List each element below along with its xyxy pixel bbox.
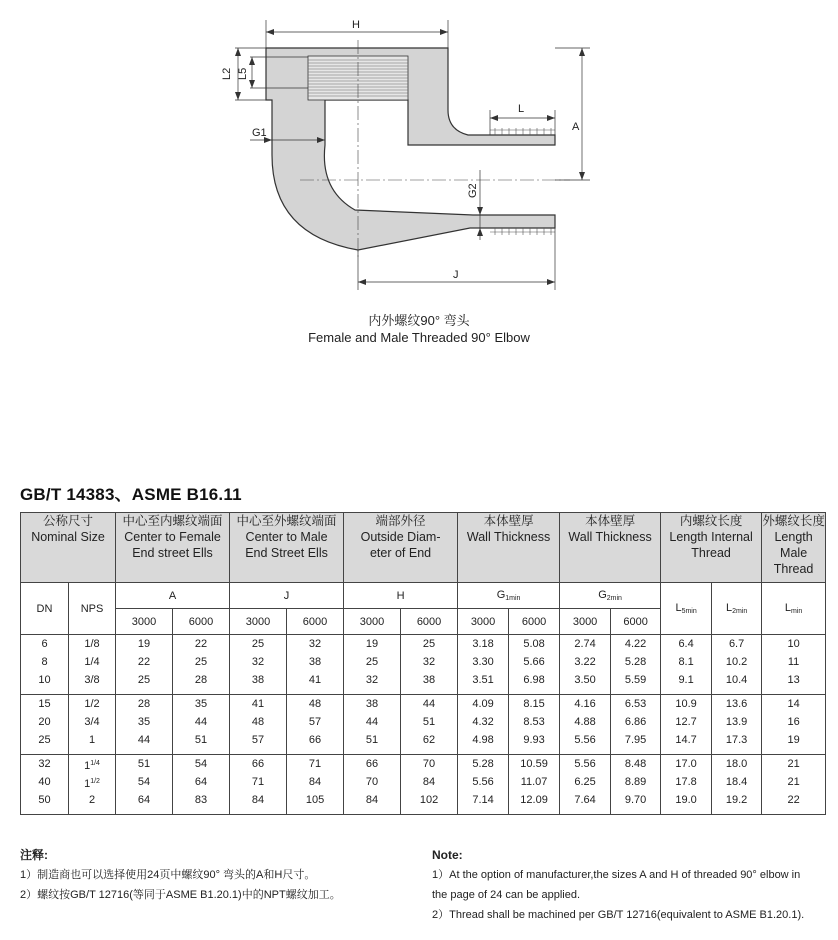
cell-value: 50 [38, 794, 51, 806]
cell-value: 6.86 [624, 716, 647, 728]
header-class-3000: 3000 [458, 609, 509, 635]
cell-value: 66 [308, 734, 322, 746]
cell-value: 9.93 [523, 734, 545, 746]
cell-h3000 [344, 635, 401, 695]
table-row-group [21, 755, 826, 815]
cell-dn [21, 695, 69, 755]
cell-g1-3000 [458, 635, 509, 695]
cell-value: 1/4 [84, 656, 100, 668]
cell-value: 62 [422, 734, 436, 746]
cell-j6000 [287, 755, 344, 815]
header-class-6000: 6000 [287, 609, 344, 635]
cell-value: 10.9 [675, 698, 697, 710]
notes-chinese [20, 845, 420, 905]
cell-value: 8.48 [624, 758, 647, 770]
cell-g2-6000 [611, 755, 661, 815]
cell-a6000 [173, 695, 230, 755]
cell-value: 5.56 [574, 758, 596, 770]
cell-value: 10 [787, 638, 800, 650]
cell-value: 6 [41, 638, 48, 650]
cell-g1-6000 [509, 755, 560, 815]
header-dn: DN [21, 583, 69, 635]
notes-en-title: Note: [432, 848, 463, 862]
cell-value: 48 [308, 698, 322, 710]
cell-l5 [661, 635, 712, 695]
cell-value: 22 [787, 794, 800, 806]
cell-h6000 [401, 635, 458, 695]
header-nps: NPS [69, 583, 116, 635]
header-internal-thread-length: 内螺纹长度 Length Internal Thread [661, 513, 762, 583]
cell-g2-3000 [560, 695, 611, 755]
note-cn-2: 2）螺纹按GB/T 12716(等同于ASME B1.20.1)中的NPT螺纹加工。 [20, 889, 341, 901]
cell-l2 [712, 635, 762, 695]
note-en-1a: 1）At the option of manufacturer,the sizes A and H of threaded 90° elbow in [432, 869, 801, 881]
dim-J-label: J [453, 269, 459, 281]
cell-value: 17.3 [725, 734, 748, 746]
header-class-3000: 3000 [230, 609, 287, 635]
cell-value: 32 [365, 674, 379, 686]
cell-value: 17.0 [675, 758, 697, 770]
cell-j6000 [287, 695, 344, 755]
cell-value: 3/4 [84, 716, 100, 728]
cell-value: 22 [137, 656, 151, 668]
cell-value: 7.95 [624, 734, 647, 746]
note-cn-1: 1）制造商也可以选择使用24页中螺纹90° 弯头的A和H尺寸。 [20, 869, 316, 881]
cell-value: 16 [787, 716, 800, 728]
cell-value: 4.09 [472, 698, 494, 710]
cell-value: 84 [365, 794, 379, 806]
cell-value: 12.7 [675, 716, 697, 728]
cell-value: 4.88 [574, 716, 596, 728]
figure-caption-cn: 内外螺纹90° 弯头 [368, 313, 470, 328]
cell-nps [69, 635, 116, 695]
cell-value: 15 [38, 698, 51, 710]
cell-value: 40 [38, 776, 51, 788]
cell-j3000 [230, 755, 287, 815]
cell-value: 44 [137, 734, 151, 746]
cell-value: 28 [194, 674, 208, 686]
cell-g2-6000 [611, 635, 661, 695]
notes-cn-title: 注释: [20, 848, 48, 862]
cell-value: 13.9 [725, 716, 748, 728]
cell-value: 17.8 [675, 776, 697, 788]
cell-value: 32 [251, 656, 265, 668]
cell-h6000 [401, 695, 458, 755]
dim-A-label: A [572, 121, 580, 133]
cell-value: 84 [422, 776, 436, 788]
cell-value: 32 [38, 758, 51, 770]
cell-value: 5.28 [472, 758, 494, 770]
cell-value: 2.74 [574, 638, 596, 650]
cell-nps [69, 695, 116, 755]
cell-value: 10.4 [725, 674, 748, 686]
cell-h3000 [344, 755, 401, 815]
cell-value: 32 [308, 638, 322, 650]
cell-value: 51 [365, 734, 379, 746]
cell-value: 11 [787, 656, 800, 668]
cell-dn [21, 755, 69, 815]
cell-value: 71 [251, 776, 265, 788]
header-sym-H: H [344, 583, 458, 609]
cell-value: 6.4 [678, 638, 694, 650]
header-outside-diameter: 端部外径 Outside Diam- eter of End [344, 513, 458, 583]
header-sym-J: J [230, 583, 344, 609]
cell-value: 5.56 [472, 776, 494, 788]
cell-g2-3000 [560, 755, 611, 815]
cell-value: 41 [308, 674, 322, 686]
cell-a6000 [173, 755, 230, 815]
elbow-drawing [210, 10, 610, 300]
cell-value: 3.30 [472, 656, 494, 668]
table-row-group [21, 695, 826, 755]
cell-value: 32 [422, 656, 436, 668]
cell-value: 25 [365, 656, 379, 668]
cell-a6000 [173, 635, 230, 695]
cell-l2 [712, 695, 762, 755]
cell-value: 10 [38, 674, 51, 686]
standard-title: GB/T 14383、ASME B16.11 [20, 485, 242, 504]
cell-value: 44 [194, 716, 208, 728]
cell-value: 12.09 [520, 794, 548, 806]
cell-value: 5.66 [523, 656, 545, 668]
cell-value: 25 [422, 638, 436, 650]
cell-value: 41 [251, 698, 265, 710]
cell-h3000 [344, 695, 401, 755]
cell-value: 18.4 [725, 776, 748, 788]
cell-value: 48 [251, 716, 265, 728]
cell-value: 21 [787, 776, 800, 788]
cell-value: 19 [137, 638, 151, 650]
cell-value: 44 [365, 716, 379, 728]
note-en-2: 2）Thread shall be machined per GB/T 12716(equivalent to ASME B1.20.1). [432, 909, 805, 921]
cell-value: 25 [194, 656, 208, 668]
cell-value: 44 [422, 698, 436, 710]
cell-value: 8.1 [678, 656, 694, 668]
cell-value: 57 [308, 716, 322, 728]
dim-L2-label: L2 [221, 67, 233, 80]
cell-value: 57 [251, 734, 265, 746]
cell-value: 3.22 [574, 656, 596, 668]
cell-a3000 [116, 695, 173, 755]
header-class-6000: 6000 [401, 609, 458, 635]
table-row-group [21, 635, 826, 695]
cell-a3000 [116, 635, 173, 695]
cell-value: 66 [365, 758, 379, 770]
cell-value: 13 [787, 674, 800, 686]
dim-L-label: L [518, 103, 525, 115]
header-wall-thickness-2: 本体壁厚 Wall Thickness [560, 513, 661, 583]
dim-H-label: H [352, 19, 360, 31]
cell-value: $1^{1/4}$ [84, 760, 100, 772]
cell-value: 84 [251, 794, 265, 806]
header-wall-thickness-1: 本体壁厚 Wall Thickness [458, 513, 560, 583]
cell-value: 8 [41, 656, 48, 668]
cell-value: 51 [422, 716, 436, 728]
cell-value: 14 [787, 698, 800, 710]
header-class-6000: 6000 [509, 609, 560, 635]
cell-value: 4.16 [574, 698, 596, 710]
dimension-table [20, 512, 826, 815]
figure-caption-en: Female and Male Threaded 90° Elbow [308, 330, 530, 345]
header-sym-L5: $L_{5min}$ [661, 583, 712, 635]
cell-value: 71 [308, 758, 322, 770]
note-en-1b: the page of 24 can be applied. [432, 889, 581, 901]
cell-value: 9.1 [678, 674, 694, 686]
cell-j6000 [287, 635, 344, 695]
cell-nps [69, 755, 116, 815]
cell-value: 6.53 [624, 698, 647, 710]
cell-j3000 [230, 635, 287, 695]
cell-g1-3000 [458, 755, 509, 815]
header-class-3000: 3000 [344, 609, 401, 635]
cell-value: 54 [194, 758, 208, 770]
cell-value: 5.56 [574, 734, 596, 746]
cell-value: 19.0 [675, 794, 697, 806]
cell-value: 1/8 [84, 638, 100, 650]
cell-value: 66 [251, 758, 265, 770]
header-sym-L2: $L_{2min}$ [712, 583, 762, 635]
cell-l5 [661, 695, 712, 755]
cell-value: 4.98 [472, 734, 494, 746]
header-sym-Lmin: $L_{min}$ [762, 583, 826, 635]
cell-value: 6.7 [728, 638, 745, 650]
cell-lmin [762, 695, 826, 755]
cell-value: 19 [365, 638, 379, 650]
cell-value: 5.59 [624, 674, 647, 686]
cell-value: 3.18 [472, 638, 494, 650]
cell-value: 22 [194, 638, 208, 650]
cell-value: 1/2 [84, 698, 100, 710]
cell-value: 25 [38, 734, 51, 746]
cell-lmin [762, 635, 826, 695]
dim-L5-label: L5 [237, 67, 249, 80]
dim-G2-label: G2 [467, 183, 479, 198]
cell-value: 64 [137, 794, 151, 806]
cell-a3000 [116, 755, 173, 815]
cell-value: 38 [422, 674, 436, 686]
cell-value: 6.25 [574, 776, 596, 788]
cell-lmin [762, 755, 826, 815]
cell-value: 13.6 [725, 698, 748, 710]
cell-value: 83 [194, 794, 208, 806]
header-sym-G2: $G_{2min}$ [560, 583, 661, 609]
cell-dn [21, 635, 69, 695]
cell-value: 51 [194, 734, 208, 746]
header-nominal-size: 公称尺寸 Nominal Size [21, 513, 116, 583]
cell-value: 35 [194, 698, 208, 710]
cell-value: 35 [137, 716, 151, 728]
cell-value: 102 [419, 794, 439, 806]
cell-value: 64 [194, 776, 208, 788]
cell-value: 8.53 [523, 716, 545, 728]
cell-g1-3000 [458, 695, 509, 755]
cell-value: 54 [137, 776, 151, 788]
cell-g1-6000 [509, 695, 560, 755]
cell-value: 38 [251, 674, 265, 686]
cell-value: 84 [308, 776, 322, 788]
header-class-6000: 6000 [173, 609, 230, 635]
cell-value: 25 [251, 638, 265, 650]
header-class-6000: 6000 [611, 609, 661, 635]
cell-g2-3000 [560, 635, 611, 695]
cell-value: $1^{1/2}$ [84, 778, 100, 790]
header-sym-A: A [116, 583, 230, 609]
cell-value: 2 [88, 794, 96, 806]
header-male-thread-length: 外螺纹长度 Length Male Thread [762, 513, 826, 583]
cell-value: 8.15 [523, 698, 545, 710]
cell-value: 6.98 [523, 674, 545, 686]
cell-value: 3/8 [84, 674, 100, 686]
cell-value: 19 [787, 734, 800, 746]
dim-G1-label: G1 [252, 127, 267, 139]
cell-value: 9.70 [624, 794, 647, 806]
cell-value: 51 [137, 758, 151, 770]
cell-g1-6000 [509, 635, 560, 695]
cell-value: 4.22 [624, 638, 647, 650]
cell-h6000 [401, 755, 458, 815]
cell-j3000 [230, 695, 287, 755]
cell-value: 70 [422, 758, 436, 770]
header-class-3000: 3000 [560, 609, 611, 635]
header-center-male: 中心至外螺纹端面 Center to Male End Street Ells [230, 513, 344, 583]
cell-value: 10.59 [520, 758, 548, 770]
cell-value: 21 [787, 758, 800, 770]
header-class-3000: 3000 [116, 609, 173, 635]
cell-value: 4.32 [472, 716, 494, 728]
cell-value: 11.07 [520, 776, 548, 788]
notes-english [432, 845, 832, 925]
cell-value: 3.51 [472, 674, 494, 686]
cell-value: 38 [308, 656, 322, 668]
cell-l2 [712, 755, 762, 815]
cell-g2-6000 [611, 695, 661, 755]
cell-value: 25 [137, 674, 151, 686]
cell-value: 18.0 [725, 758, 748, 770]
cell-value: 20 [38, 716, 51, 728]
cell-value: 38 [365, 698, 379, 710]
cell-value: 105 [305, 794, 325, 806]
cell-l5 [661, 755, 712, 815]
cell-value: 14.7 [675, 734, 697, 746]
cell-value: 5.08 [523, 638, 545, 650]
cell-value: 8.89 [624, 776, 647, 788]
cell-value: 10.2 [725, 656, 748, 668]
cell-value: 3.50 [574, 674, 596, 686]
header-sym-G1: $G_{1min}$ [458, 583, 560, 609]
cell-value: 19.2 [725, 794, 748, 806]
header-center-female: 中心至内螺纹端面 Center to Female End street Ells [116, 513, 230, 583]
table-body [21, 635, 826, 815]
cell-value: 28 [137, 698, 151, 710]
cell-value: 5.28 [624, 656, 647, 668]
cell-value: 7.14 [472, 794, 494, 806]
cell-value: 70 [365, 776, 379, 788]
cell-value: 1 [88, 734, 96, 746]
cell-value: 7.64 [574, 794, 596, 806]
